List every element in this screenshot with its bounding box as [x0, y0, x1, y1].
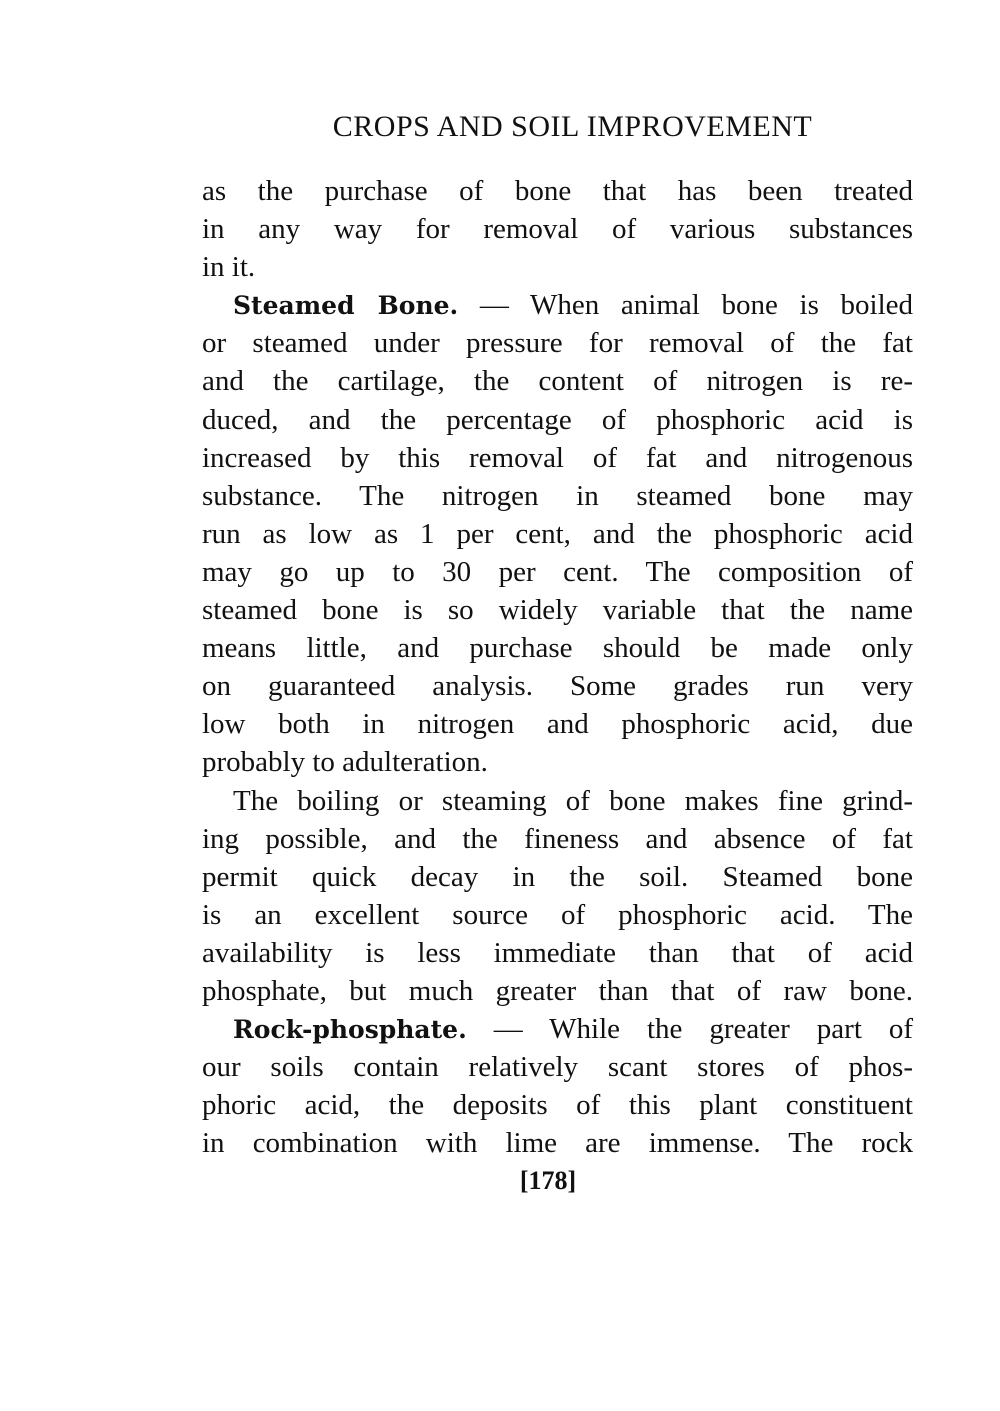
line-text: permit quick decay in the soil. Steamed bone — [202, 860, 913, 893]
text-line — [202, 667, 913, 705]
text-line — [202, 629, 913, 667]
line-text: phoric acid, the deposits of this plant constituent — [202, 1089, 913, 1122]
text-line — [202, 934, 913, 972]
text-line — [202, 401, 913, 439]
line-text: on guaranteed analysis. Some grades run very — [202, 670, 913, 703]
text-line — [202, 820, 913, 858]
line-text: availability is less immediate than that of acid — [202, 936, 913, 969]
text-line — [202, 858, 913, 896]
paragraph — [202, 172, 913, 286]
line-text: phosphate, but much greater than that of raw bone. — [202, 974, 913, 1007]
line-text: run as low as 1 per cent, and the phosphoric acid — [202, 517, 913, 550]
text-line — [202, 896, 913, 934]
paragraph — [202, 782, 913, 1011]
text-line — [202, 324, 913, 362]
text-line — [202, 477, 913, 515]
text-line — [202, 439, 913, 477]
text-line — [202, 362, 913, 400]
line-text: in combination with lime are immense. The rock — [202, 1127, 913, 1160]
line-text: The boiling or steaming of bone makes fine grind- — [233, 784, 913, 817]
page-number: [178] — [519, 1166, 577, 1195]
text-line — [202, 591, 913, 629]
text-line — [202, 1010, 913, 1048]
line-text: steamed bone is so widely variable that the name — [202, 594, 913, 627]
paragraph — [202, 286, 913, 781]
line-text: probably to adulteration. — [202, 746, 488, 779]
line-text: may go up to 30 per cent. The composition of — [202, 555, 913, 588]
text-line — [202, 248, 913, 286]
line-text: low both in nitrogen and phosphoric acid, due — [202, 708, 913, 741]
text-line — [202, 515, 913, 553]
text-line — [202, 286, 913, 324]
text-line — [202, 553, 913, 591]
paragraph — [202, 1010, 913, 1162]
line-text: — While the greater part of — [466, 1013, 913, 1046]
line-text: ing possible, and the fineness and absence of fat — [202, 822, 913, 855]
text-line — [202, 1124, 913, 1162]
text-line — [202, 1048, 913, 1086]
line-text: substance. The nitrogen in steamed bone may — [202, 479, 913, 512]
line-text: or steamed under pressure for removal of the fat — [202, 327, 913, 360]
text-line — [202, 172, 913, 210]
line-text: means little, and purchase should be made only — [202, 632, 913, 665]
section-heading: Steamed Bone. — [233, 291, 459, 321]
text-line — [202, 972, 913, 1010]
section-heading: Rock-phosphate. — [233, 1015, 467, 1045]
text-line — [202, 705, 913, 743]
line-text: and the cartilage, the content of nitrogen is re- — [202, 365, 913, 398]
body-text — [202, 172, 913, 1162]
line-text: as the purchase of bone that has been treated — [202, 175, 913, 207]
text-line — [202, 1086, 913, 1124]
line-text: duced, and the percentage of phosphoric acid is — [202, 403, 913, 436]
running-title: CROPS AND SOIL IMPROVEMENT — [332, 110, 813, 143]
text-line — [202, 743, 913, 781]
line-text: increased by this removal of fat and nitrogenous — [202, 441, 913, 474]
line-text: is an excellent source of phosphoric acid. The — [202, 898, 913, 931]
line-text: in it. — [202, 251, 256, 284]
text-line — [202, 782, 913, 820]
line-text: in any way for removal of various substances — [202, 213, 913, 246]
text-line — [202, 210, 913, 248]
line-text: — When animal bone is boiled — [458, 289, 913, 322]
line-text: our soils contain relatively scant stores of phos- — [202, 1051, 913, 1084]
